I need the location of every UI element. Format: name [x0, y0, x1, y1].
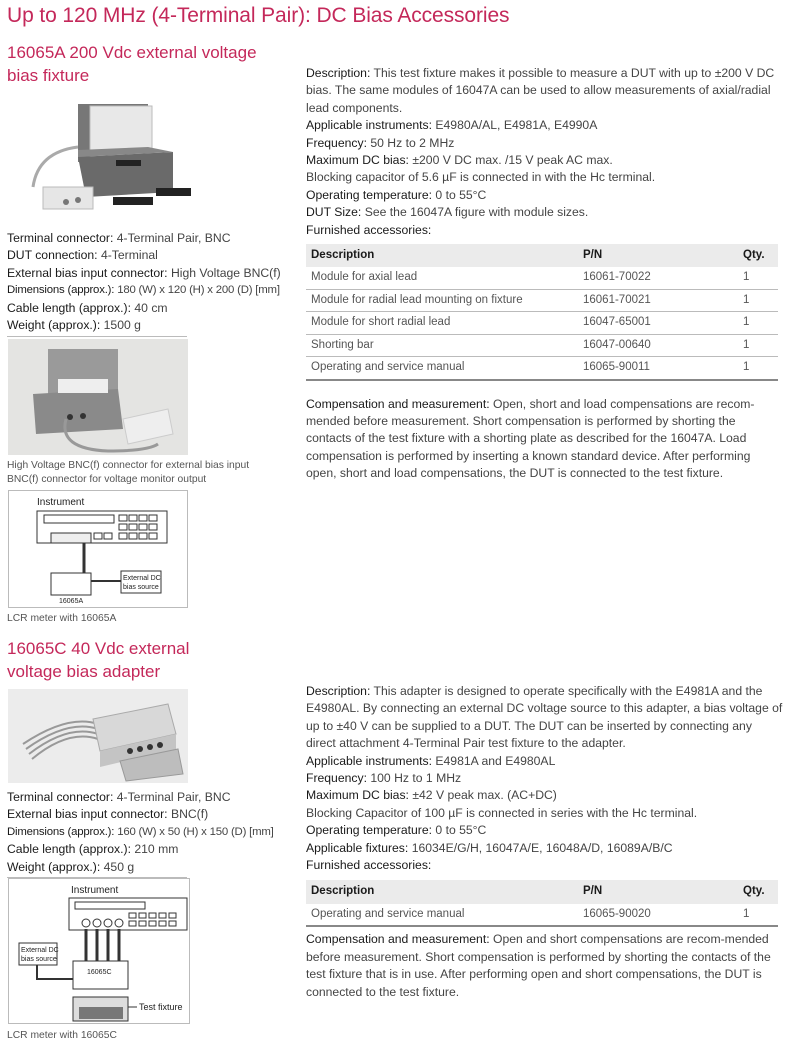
detail-row	[306, 117, 784, 134]
column-header: P/N	[578, 880, 738, 903]
table-cell: 1	[738, 334, 778, 356]
product-photo-16065a-connectors	[8, 339, 188, 455]
spec-row	[7, 282, 302, 299]
table-cell: 1	[738, 357, 778, 380]
spec-row	[7, 789, 302, 806]
lcr-meter-diagram	[9, 491, 188, 608]
detail-row	[306, 169, 784, 186]
specs-16065a	[7, 230, 302, 334]
detail-row	[306, 204, 784, 221]
detail-value: Blocking Capacitor of 100 µF is connected in series with the Hc terminal.	[306, 805, 698, 820]
detail-row	[306, 135, 784, 152]
spec-row	[7, 265, 302, 282]
column-header: Qty.	[738, 244, 778, 267]
compensation-key: Compensation and measurement:	[306, 396, 490, 411]
section-title-line: voltage bias adapter	[7, 662, 161, 681]
spec-value: 210 mm	[134, 842, 179, 857]
spec-row	[7, 247, 302, 264]
spec-key: DUT connection:	[7, 248, 98, 263]
table-cell: 16061-70021	[578, 289, 738, 311]
product-photo-16065a	[8, 92, 198, 220]
table-cell: 1	[738, 312, 778, 334]
connection-diagram-16065a	[8, 490, 188, 608]
details-16065a	[306, 65, 784, 483]
table-cell: 16061-70022	[578, 267, 738, 289]
detail-key: Operating temperature:	[306, 187, 433, 202]
description-value: This adapter is designed to operate specifically with the E4981A and the E4980AL. By connecting an external DC voltage source to this adapter, a bias voltage of up to ±40 V can be supplied to a DUT. The DUT can be inserted by connecting any direct attachment 4-Terminal Pair test fixture to the adapter.	[306, 684, 783, 751]
accessories-table-16065a	[306, 244, 778, 380]
compensation-value: Open and short compensations are recom-mended before measurement. Short compensation is performed by shorting the contacts of the test fixture that is in use. After performing open and short compensations, the DUT is connected to the test fixture.	[306, 932, 771, 999]
spec-value: 1500 g	[103, 318, 141, 333]
detail-value: Blocking capacitor of 5.6 µF is connected in with the Hc terminal.	[306, 170, 656, 185]
detail-value: 16034E/G/H, 16047A/E, 16048A/D, 16089A/B/C	[411, 840, 673, 855]
detail-key: Operating temperature:	[306, 823, 433, 838]
detail-row	[306, 805, 784, 822]
spec-row	[7, 317, 302, 334]
photo-caption	[7, 459, 249, 486]
detail-row	[306, 787, 784, 804]
detail-row	[306, 753, 784, 770]
detail-key: DUT Size:	[306, 205, 362, 220]
spec-key: External bias input connector:	[7, 265, 168, 280]
spec-value: 4-Terminal Pair, BNC	[116, 231, 231, 245]
spec-row	[7, 300, 302, 317]
detail-value: E4980A/AL, E4981A, E4990A	[435, 118, 598, 133]
diagram-source-label: External DC	[123, 575, 161, 582]
detail-key: Applicable instruments:	[306, 118, 432, 133]
diagram-caption: LCR meter with 16065A	[7, 613, 117, 624]
spec-key: Weight (approx.):	[7, 318, 101, 333]
table-row	[306, 357, 778, 380]
section-title-line: bias fixture	[7, 66, 90, 85]
fixture-connectors-illustration	[8, 339, 188, 455]
diagram-device-label: 16065C	[87, 969, 112, 976]
spec-key: Terminal connector:	[7, 790, 114, 804]
spec-key: Weight (approx.):	[7, 859, 101, 874]
table-cell: Shorting bar	[306, 334, 578, 356]
spec-key: Terminal connector:	[7, 231, 114, 245]
description-value: This test fixture makes it possible to measure a DUT with up to ±200 V DC bias. The same modules of 16047A can be used to allow measurements of axial/radial lead components.	[306, 66, 775, 115]
compensation-value: Open, short and load compensations are recom-mended before measurement. Short compensation is performed by shorting the contacts of the test fixture with a shorting plate as described for the 16047A. Load compensation is performed by inserting a known standard device. After performing open, short and load compensations, the DUT is connected to the test fixture.	[306, 396, 755, 481]
table-row	[306, 312, 778, 334]
table-cell: Module for short radial lead	[306, 312, 578, 334]
spec-row	[7, 824, 302, 841]
spec-row	[7, 841, 302, 858]
table-cell: 16047-65001	[578, 312, 738, 334]
table-cell: 16047-00640	[578, 334, 738, 356]
detail-key: Frequency:	[306, 771, 367, 786]
lcr-meter-diagram	[9, 879, 190, 1024]
table-row	[306, 904, 778, 926]
spec-key: Cable length (approx.):	[7, 300, 131, 315]
spec-key: External bias input connector:	[7, 807, 168, 822]
detail-row	[306, 857, 784, 874]
detail-row	[306, 840, 784, 857]
spec-value: High Voltage BNC(f)	[170, 265, 281, 280]
detail-key: Applicable instruments:	[306, 753, 432, 768]
product-photo-16065c	[8, 689, 188, 783]
detail-value: 0 to 55°C	[435, 823, 487, 838]
detail-key: Maximum DC bias:	[306, 153, 409, 168]
table-cell: 1	[738, 904, 778, 926]
page-title: Up to 120 MHz (4-Terminal Pair): DC Bias Accessories	[7, 4, 510, 27]
connection-diagram-16065c	[8, 878, 190, 1024]
section-title-16065c	[7, 637, 297, 683]
detail-value: 0 to 55°C	[435, 187, 487, 202]
specs-16065c	[7, 789, 302, 876]
detail-key: Furnished accessories:	[306, 858, 432, 873]
diagram-instrument-label: Instrument	[37, 497, 85, 508]
description-paragraph	[306, 683, 784, 753]
table-header-row	[306, 244, 778, 267]
compensation-paragraph	[306, 931, 784, 1001]
detail-value: E4981A and E4980AL	[435, 753, 556, 768]
caption-line: High Voltage BNC(f) connector for external bias input	[7, 460, 250, 471]
detail-row	[306, 822, 784, 839]
detail-row	[306, 770, 784, 787]
detail-value: 100 Hz to 1 MHz	[370, 771, 462, 786]
description-paragraph	[306, 65, 784, 117]
detail-value: ±200 V DC max. /15 V peak AC max.	[412, 153, 613, 168]
spec-value: 450 g	[103, 859, 135, 874]
diagram-caption: LCR meter with 16065C	[7, 1030, 117, 1041]
accessories-table-16065c	[306, 880, 778, 927]
table-row	[306, 334, 778, 356]
detail-key: Furnished accessories:	[306, 222, 432, 237]
spec-value: 180 (W) x 120 (H) x 200 (D) [mm]	[117, 284, 280, 297]
column-header: Description	[306, 880, 578, 903]
spec-value: BNC(f)	[170, 807, 209, 822]
spec-key: Dimensions (approx.):	[7, 284, 115, 297]
divider	[7, 336, 187, 337]
diagram-source-label: External DC	[21, 947, 59, 954]
spec-key: Cable length (approx.):	[7, 842, 131, 857]
fixture-illustration	[8, 92, 198, 220]
diagram-device-label: 16065A	[59, 598, 84, 605]
table-cell: 1	[738, 267, 778, 289]
table-cell: 16065-90011	[578, 357, 738, 380]
diagram-instrument-label: Instrument	[71, 885, 119, 896]
table-cell: Operating and service manual	[306, 904, 578, 926]
column-header: Description	[306, 244, 578, 267]
table-header-row	[306, 880, 778, 903]
table-cell: 16065-90020	[578, 904, 738, 926]
detail-key: Frequency:	[306, 135, 367, 150]
spec-row	[7, 806, 302, 823]
detail-value: See the 16047A figure with module sizes.	[364, 205, 589, 220]
compensation-key: Compensation and measurement:	[306, 932, 490, 947]
detail-row	[306, 222, 784, 239]
section-title-line: 16065C 40 Vdc external	[7, 639, 190, 658]
description-key: Description:	[306, 66, 371, 80]
diagram-source-label: bias source	[123, 584, 159, 591]
detail-value: 50 Hz to 2 MHz	[370, 135, 455, 150]
detail-key: Maximum DC bias:	[306, 788, 409, 803]
description-key: Description:	[306, 684, 371, 698]
detail-row	[306, 152, 784, 169]
compensation-paragraph	[306, 396, 784, 483]
diagram-source-label: bias source	[21, 956, 57, 963]
table-cell: 1	[738, 289, 778, 311]
table-cell: Module for axial lead	[306, 267, 578, 289]
section-title-16065a	[7, 41, 297, 87]
table-row	[306, 267, 778, 289]
column-header: P/N	[578, 244, 738, 267]
table-cell: Operating and service manual	[306, 357, 578, 380]
diagram-fixture-label: Test fixture	[139, 1002, 183, 1012]
spec-row	[7, 230, 302, 247]
spec-row	[7, 859, 302, 876]
spec-value: 4-Terminal Pair, BNC	[116, 790, 231, 804]
spec-value: 160 (W) x 50 (H) x 150 (D) [mm]	[117, 825, 274, 838]
caption-line: BNC(f) connector for voltage monitor output	[7, 473, 207, 485]
column-header: Qty.	[738, 880, 778, 903]
section-title-line: 16065A 200 Vdc external voltage	[7, 43, 257, 62]
detail-key: Applicable fixtures:	[306, 840, 409, 855]
spec-key: Dimensions (approx.):	[7, 825, 115, 838]
spec-value: 40 cm	[134, 300, 168, 315]
detail-value: ±42 V peak max. (AC+DC)	[412, 788, 557, 803]
adapter-illustration	[8, 689, 188, 783]
table-cell: Module for radial lead mounting on fixture	[306, 289, 578, 311]
spec-value: 4-Terminal	[100, 248, 158, 263]
details-16065c	[306, 683, 784, 1001]
detail-row	[306, 187, 784, 204]
table-row	[306, 289, 778, 311]
